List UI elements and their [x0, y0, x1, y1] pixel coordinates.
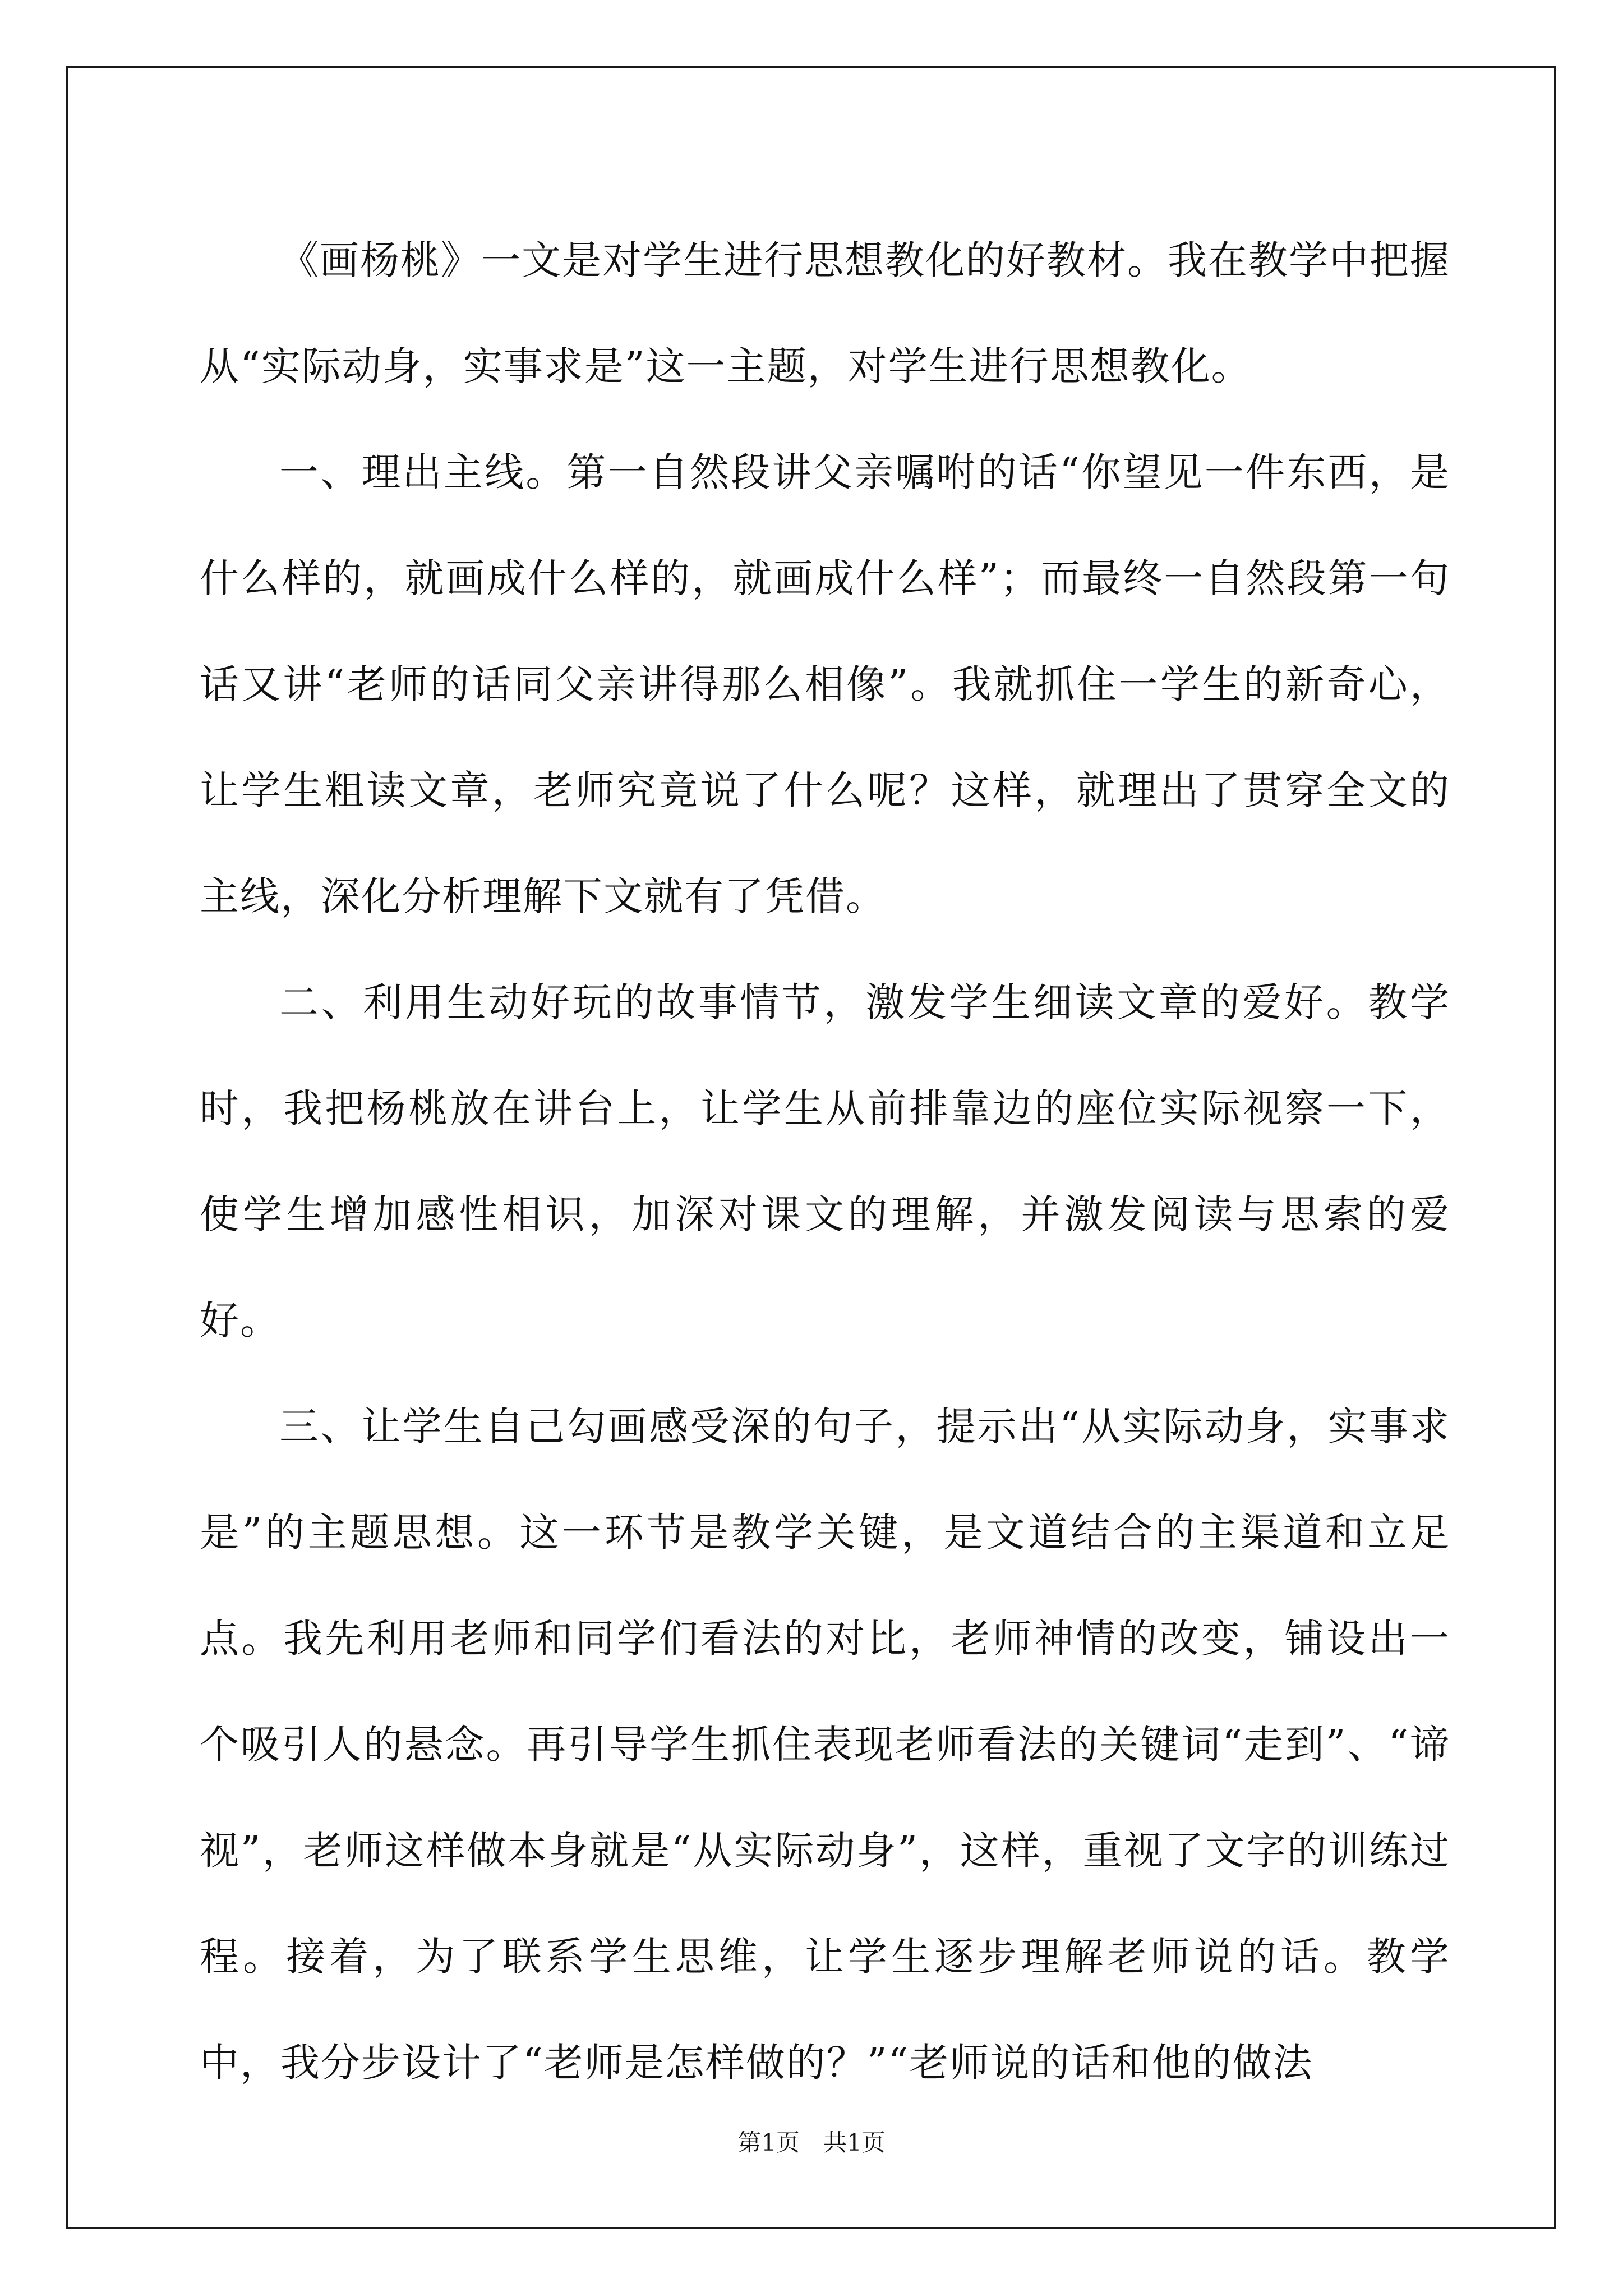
paragraph-section-1: 一、理出主线。第一自然段讲父亲嘱咐的话“你望见一件东西，是什么样的，就画成什么样的，就画成什么样”；而最终一自然段第一句话又讲“老师的话同父亲讲得那么相像”。我就抓住一学生的新奇心，让学生粗读文章，老师究竟说了什么呢？这样，就理出了贯穿全文的主线，深化分析理解下文就有了凭借。: [200, 449, 1450, 919]
paragraph-intro: 《画杨桃》一文是对学生进行思想教化的好教材。我在教学中把握从“实际动身，实事求是”这一主题，对学生进行思想教化。: [200, 237, 1450, 389]
paragraph-section-3: 三、让学生自己勾画感受深的句子，提示出“从实际动身，实事求是”的主题思想。这一环节是教学关键，是文道结合的主渠道和立足点。我先利用老师和同学们看法的对比，老师神情的改变，铺设出一个吸引人的悬念。再引导学生抓住表现老师看法的关键词“走到”、“谛视”，老师这样做本身就是“从实际动身”，这样，重视了文字的训练过程。接着，为了联系学生思维，让学生逐步理解老师说的话。教学中，我分步设计了“老师是怎样做的？”“老师说的话和他的做法: [200, 1404, 1450, 2086]
page-number-footer: 第1页 共1页: [737, 2129, 886, 2156]
document-body: [200, 208, 1450, 2116]
paragraph-section-2: 二、利用生动好玩的故事情节，激发学生细读文章的爱好。教学时，我把杨桃放在讲台上，让学生从前排靠边的座位实际视察一下，使学生增加感性相识，加深对课文的理解，并激发阅读与思索的爱好。: [200, 979, 1450, 1343]
